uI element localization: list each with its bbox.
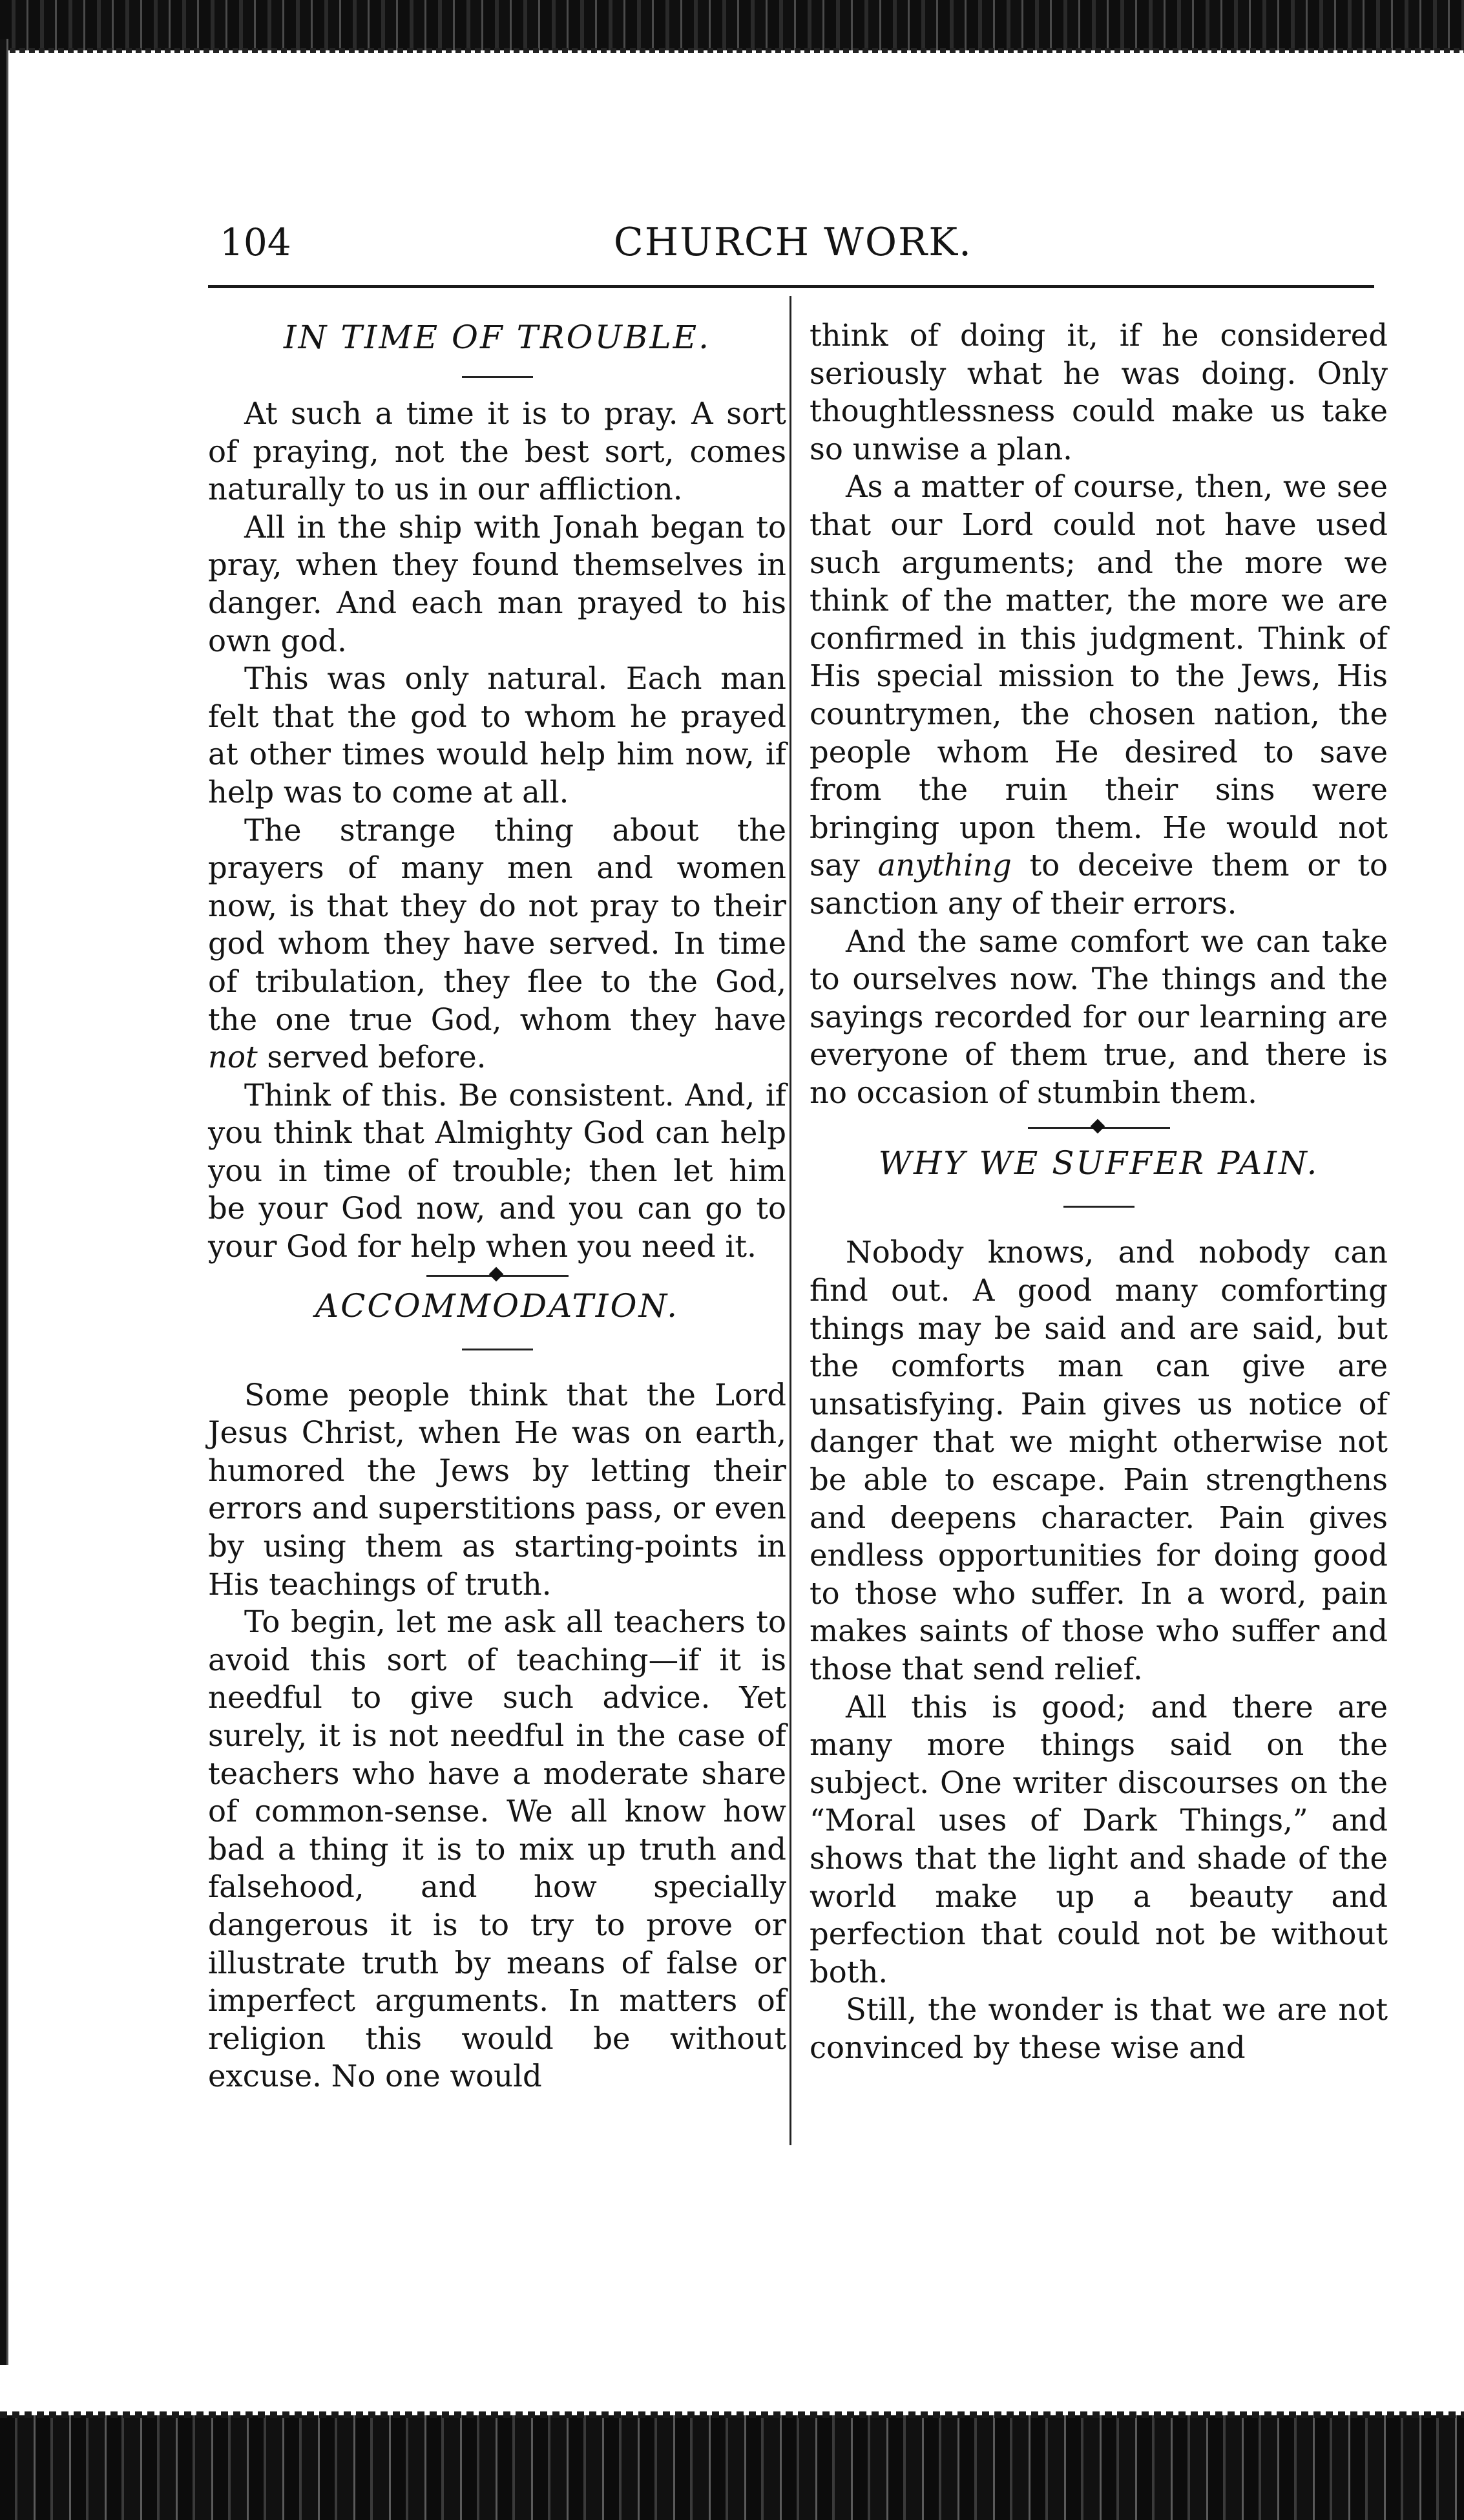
title-dash	[462, 1349, 533, 1350]
scan-top-edge	[0, 0, 1464, 50]
right-column	[810, 317, 1388, 2067]
article-accommodation-continued	[810, 317, 1388, 1111]
diamond-ornament-icon	[1090, 1119, 1105, 1134]
page-header	[213, 213, 1373, 271]
scan-left-edge	[0, 39, 14, 2365]
article-title: IN TIME OF TROUBLE.	[283, 319, 711, 356]
paragraph: Some people think that the Lord Jesus Christ, when He was on earth, humored the Jews by letting their errors and superstitions pass, or even by using them as starting-points in His teachings of truth.	[208, 1377, 786, 1602]
paragraph: Think of this. Be consistent. And, if you think that Almighty God can help you in time of trouble; then let him be your God now, and you can go to your God for help when you need it.	[208, 1077, 786, 1265]
paragraph-text: The strange thing about the prayers of many men and women now, is that they do not pray to their god whom they have served. In time of tribulation, they flee to the God, the one true God, whom they have	[208, 812, 786, 1037]
paragraph: At such a time it is to pray. A sort of praying, not the best sort, comes naturally to us in our affliction.	[208, 396, 786, 507]
article-title: ACCOMMODATION.	[315, 1286, 679, 1325]
emphasis: not	[208, 1040, 258, 1075]
article-title: WHY WE SUFFER PAIN.	[878, 1144, 1319, 1182]
paragraph	[208, 812, 786, 1076]
emphasis: anything	[877, 848, 1012, 883]
paragraph: And the same comfort we can take to ourselves now. The things and the sayings recorded for our learning are everyone of them true, and there is no occasion of stumbin them.	[810, 923, 1388, 1110]
column-divider	[790, 296, 791, 2145]
diamond-ornament-icon	[488, 1266, 503, 1281]
title-dash	[462, 376, 533, 378]
paragraph-text: As a matter of course, then, we see that our Lord could not have used such arguments; and the more we think of the matter, the more we are confirmed in this judgment. Think of His special mission to the Jews, His countrymen, the chosen nation, the people whom He desired to save from the ruin their sins were bringing upon them. He would not say	[810, 469, 1388, 883]
paragraph: To begin, let me ask all teachers to avoid this sort of teaching—if it is needful to give such advice. Yet surely, it is not needful in the case of teachers who have a moderate share of common-sense. We all know how bad a thing it is to mix up truth and falsehood, and how specially dangerous it is to try to prove or illustrate truth by means of false or imperfect arguments. In matters of religion this would be without excuse. No one would	[208, 1604, 786, 2094]
left-column	[208, 317, 786, 2095]
article-accommodation	[208, 1285, 786, 2095]
paragraph: This was only natural. Each man felt that the god to whom he prayed at other times would help him now, if help was to come at all.	[208, 661, 786, 810]
title-dash	[1063, 1206, 1135, 1208]
paragraph: Still, the wonder is that we are not convinced by these wise and	[810, 1992, 1388, 2065]
paragraph: All in the ship with Jonah began to pray, when they found themselves in danger. And each man prayed to his own god.	[208, 509, 786, 658]
paragraph-continued: think of doing it, if he considered seriously what he was doing. Only thoughtlessness could make us take so unwise a plan.	[810, 318, 1388, 467]
paragraph: Nobody knows, and nobody can find out. A good many comforting things may be said and are said, but the comforts man can give are unsatisfying. Pain gives us notice of danger that we might otherwise not be able to escape. Pain strengthens and deepens character. Pain gives endless opportunities for doing good to those who suffer. In a word, pain makes saints of those who suffer and those that send relief.	[810, 1235, 1388, 1686]
paragraph: All this is good; and there are many more things said on the subject. One writer discourses on the “Moral uses of Dark Things,” and shows that the light and shade of the world make up a beauty and perfection that could not be without both.	[810, 1689, 1388, 1990]
paragraph	[810, 468, 1388, 922]
section-ornament	[1028, 1118, 1170, 1137]
header-rule	[208, 285, 1374, 288]
paragraph-text: to deceive them or to sanction any of their errors.	[810, 848, 1388, 921]
article-why-we-suffer-pain	[810, 1142, 1388, 2066]
section-ornament	[426, 1266, 569, 1285]
running-title: CHURCH WORK.	[613, 220, 973, 265]
paragraph-text: served before.	[257, 1040, 486, 1075]
page-number: 104	[220, 220, 291, 264]
scan-bottom-edge	[0, 2415, 1464, 2520]
article-in-time-of-trouble	[208, 317, 786, 1266]
